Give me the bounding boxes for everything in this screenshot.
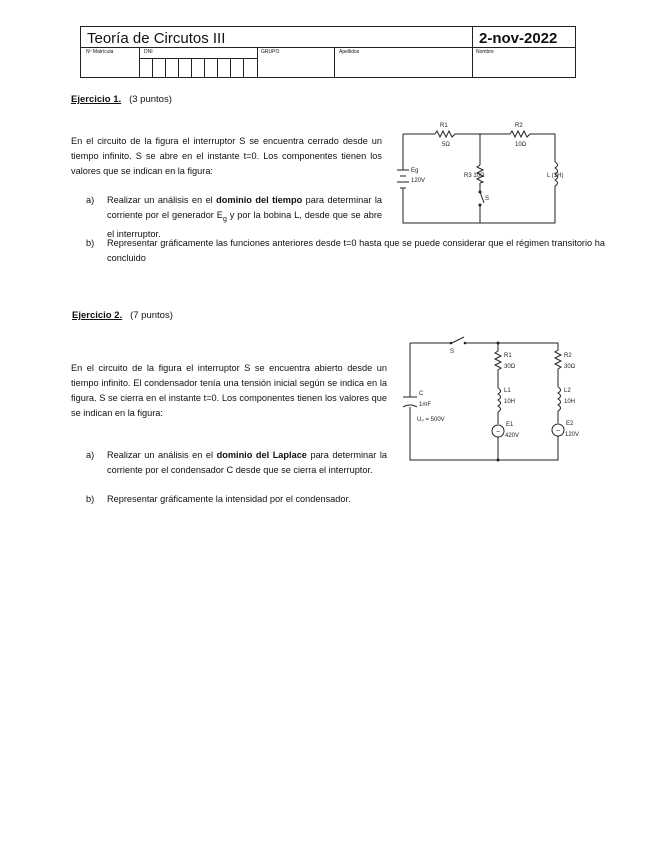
r1-resistor <box>495 351 501 370</box>
exercise-2-statement: En el circuito de la figura el interruptor S se encuentra abierto desde un tiempo infinito. El condensador tenía una tensión inicial según se indica en la figura. S se cierra en el instante t=0. Los componentes tienen los valores que se indican en la figura: <box>71 363 387 418</box>
r1-value: 5Ω <box>442 142 450 148</box>
apellidos-label: Apellidos <box>339 49 360 55</box>
item-marker: b) <box>86 238 95 248</box>
item-text: Representar gráficamente las funciones anteriores desde t=0 hasta que se puede considerar que el régimen transitorio ha concluido <box>107 238 605 263</box>
r2-resistor <box>510 131 530 137</box>
r2-resistor <box>555 350 561 369</box>
dni-box[interactable] <box>230 59 242 78</box>
item-marker: a) <box>86 450 95 460</box>
exam-header <box>80 26 576 78</box>
wire <box>466 343 558 350</box>
switch-contact <box>450 342 453 345</box>
field-separator <box>139 47 140 77</box>
dni-box[interactable] <box>243 59 255 78</box>
r2-name: R2 <box>564 353 572 359</box>
eg-value: 120V <box>411 178 426 184</box>
l2-name: L2 <box>564 388 571 394</box>
capacitor-plate <box>403 405 417 407</box>
junction-node <box>497 459 500 462</box>
exercise-1-heading <box>71 94 172 105</box>
l1-name: L1 <box>504 388 511 394</box>
exercise-2-item-b <box>86 492 407 507</box>
item-bold: dominio del tiempo <box>216 195 303 205</box>
e1-name: E1 <box>506 422 514 428</box>
exercise-2-points: (7 puntos) <box>130 310 173 321</box>
l1-inductor <box>498 388 501 412</box>
header-divider <box>81 47 575 48</box>
e1-symbol: − <box>495 429 501 436</box>
dni-box[interactable] <box>152 59 164 78</box>
item-marker: a) <box>86 195 95 205</box>
item-text: para determinar la corriente por el condensador C desde que se cierra el interruptor. <box>107 450 387 475</box>
capacitor-value: 1mF <box>419 402 431 408</box>
capacitor-initial-voltage: U₀ = 500V <box>417 417 445 423</box>
item-text: Representar gráficamente la intensidad por el condensador. <box>107 494 351 504</box>
switch-contact <box>479 191 482 194</box>
field-separator <box>257 47 258 77</box>
item-text: Realizar un análisis en el <box>107 195 217 205</box>
switch-label: S <box>450 349 455 355</box>
exercise-1-item-a <box>86 193 382 242</box>
item-text: para determinar la corriente por el generador E <box>107 195 382 220</box>
r1-value: 30Ω <box>504 364 516 370</box>
exercise-1-points: (3 puntos) <box>129 94 172 105</box>
circuit-2-diagram <box>400 335 590 467</box>
exercise-1-item-b <box>86 236 605 266</box>
dni-box[interactable] <box>165 59 177 78</box>
dni-box[interactable] <box>204 59 216 78</box>
exercise-1-statement: En el circuito de la figura el interruptor S se encuentra cerrado desde un tiempo infinito. S se abre en el instante t=0. Los componentes tienen los valores que se indican en la figura: <box>71 136 382 176</box>
r2-name: R2 <box>515 123 523 129</box>
e2-value: 120V <box>565 432 580 438</box>
exam-date: 2-nov-2022 <box>479 30 558 47</box>
e2-name: E2 <box>566 421 574 427</box>
junction-node <box>497 342 500 345</box>
inductor-label: L (1H) <box>547 173 564 179</box>
exercise-2-item-a <box>86 448 387 478</box>
nombre-label: Nombre <box>476 49 494 55</box>
r3-label: R3 10Ω <box>464 173 485 179</box>
dni-label: DNI <box>144 49 153 55</box>
course-title: Teoría de Circutos III <box>87 30 226 47</box>
item-marker: b) <box>86 494 95 504</box>
exercise-2-heading <box>72 310 173 321</box>
exercise-1-title: Ejercicio 1. <box>71 94 122 105</box>
circuit-1-diagram <box>395 120 575 230</box>
e2-symbol: − <box>555 428 561 435</box>
exercise-2-title: Ejercicio 2. <box>72 310 123 321</box>
dni-box[interactable] <box>217 59 229 78</box>
e1-value: 420V <box>505 433 520 439</box>
header-date-separator <box>472 27 473 77</box>
r1-resistor <box>435 131 455 137</box>
item-text: Realizar un análisis en el <box>107 450 217 460</box>
l2-inductor <box>558 387 561 411</box>
grupo-label: GRUPO <box>261 49 280 55</box>
matricula-label: Nº Matrícula <box>86 49 114 55</box>
capacitor-name: C <box>419 391 424 397</box>
r1-name: R1 <box>504 353 512 359</box>
switch-contact <box>479 204 482 207</box>
r2-value: 10Ω <box>515 142 527 148</box>
item-bold: dominio del Laplace <box>216 450 307 460</box>
eg-name: Eg <box>411 168 419 174</box>
field-separator <box>334 47 335 77</box>
dni-box[interactable] <box>191 59 203 78</box>
item-subscript: g <box>222 215 227 223</box>
item-text: y por la bobina L, desde que se abre el interruptor. <box>107 210 382 239</box>
switch-label: S <box>485 196 490 202</box>
dni-box[interactable] <box>178 59 190 78</box>
l1-value: 10H <box>504 399 516 405</box>
switch-s <box>452 337 464 343</box>
r1-name: R1 <box>440 123 448 129</box>
switch-contact <box>464 342 467 345</box>
wire <box>410 407 561 460</box>
l2-value: 10H <box>564 399 576 405</box>
wire <box>530 134 555 162</box>
r2-value: 30Ω <box>564 364 576 370</box>
switch-s <box>480 192 484 203</box>
